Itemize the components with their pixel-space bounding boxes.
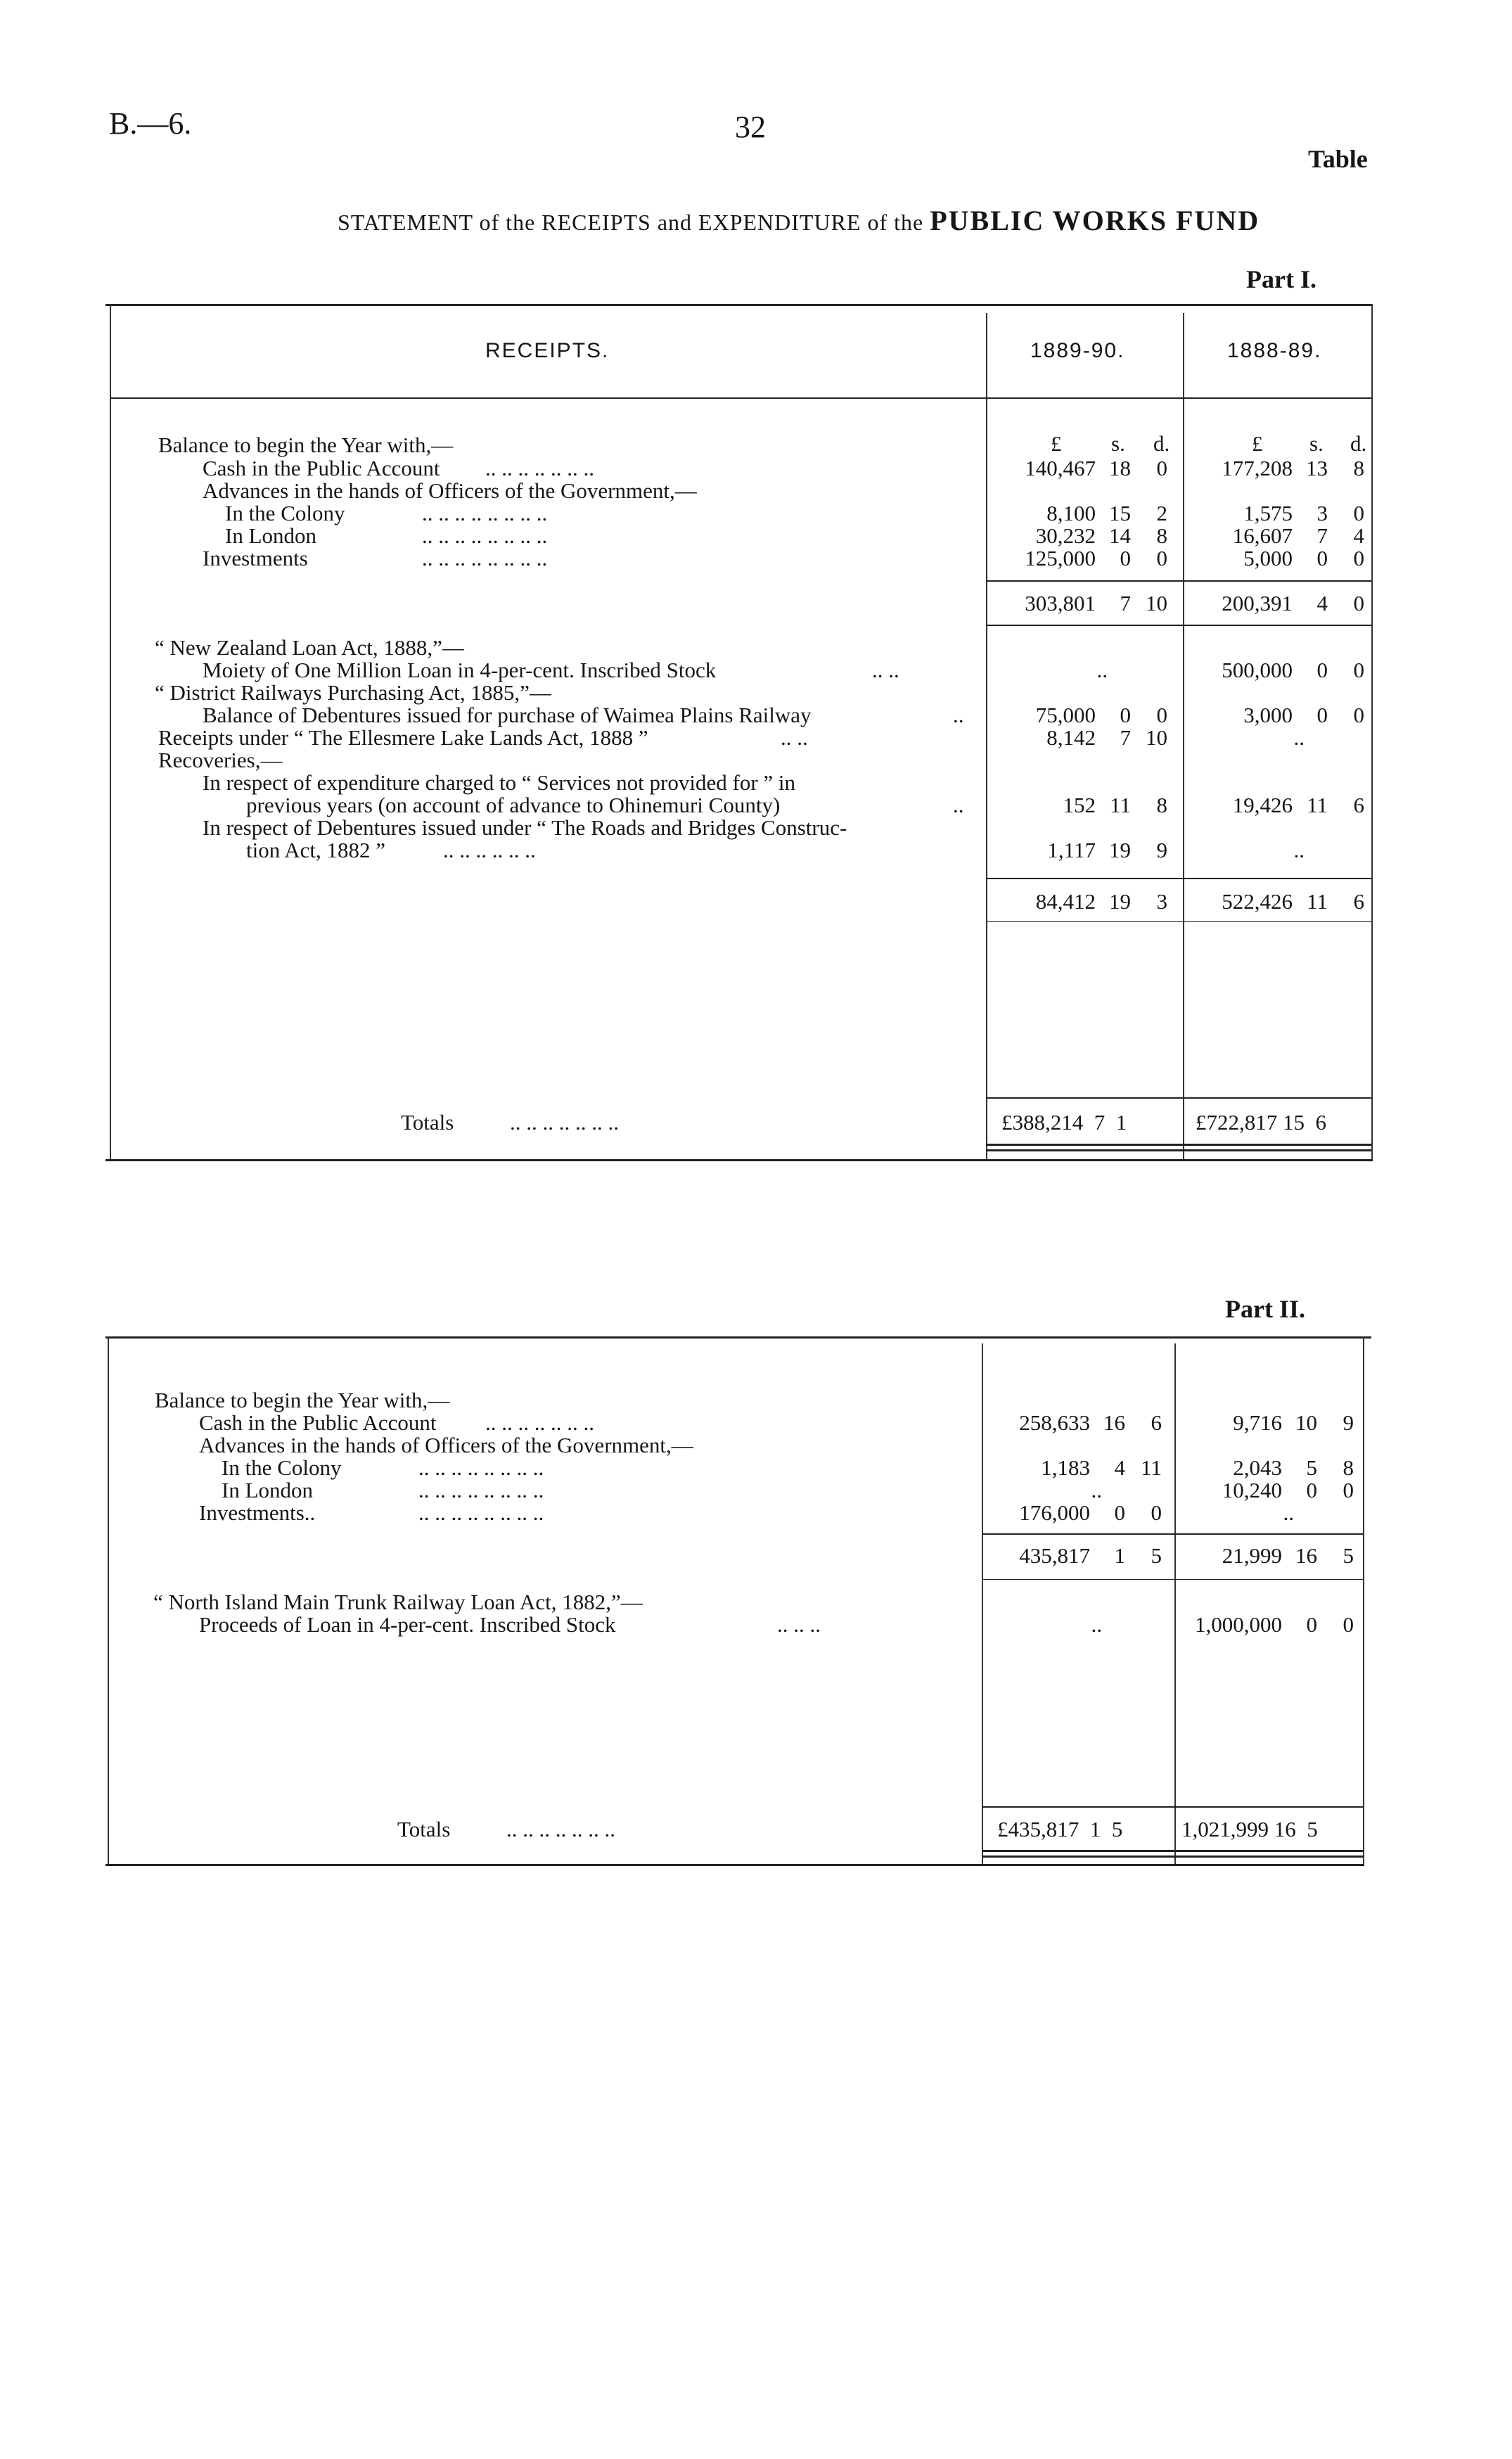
pence-value: 3 — [1156, 889, 1167, 914]
row-label: Investments.. — [199, 1500, 316, 1525]
shillings-value: 1 — [1114, 1543, 1125, 1568]
pence-value: 10 — [1146, 725, 1167, 750]
pence-value: 0 — [1353, 658, 1364, 682]
table-row — [0, 1502, 1512, 1526]
part2-top-rule — [105, 1336, 1371, 1339]
table-row — [0, 592, 1512, 616]
amount-text: .. — [1293, 838, 1305, 862]
pence-value: 0 — [1156, 546, 1167, 570]
pence-value: 2 — [1156, 501, 1167, 525]
pence-value: 0 — [1156, 703, 1167, 727]
shillings-value: 5 — [1306, 1455, 1317, 1480]
pounds-value: 125,000 — [1025, 546, 1096, 570]
table-row — [0, 1614, 1512, 1637]
pence-value: 8 — [1343, 1455, 1354, 1480]
part1-header-rule — [110, 397, 1371, 399]
pounds-value: 522,426 — [1222, 889, 1293, 914]
amount-text: .. — [1096, 658, 1108, 682]
pence-unit: d. — [1153, 431, 1170, 456]
table-row — [0, 704, 1512, 728]
shillings-value: 0 — [1120, 546, 1131, 570]
row-label: In the Colony — [225, 501, 345, 525]
leader-dots: .. .. .. .. .. .. .. — [485, 1410, 594, 1435]
pounds-value: 10,240 — [1222, 1478, 1282, 1502]
row-label: Investments — [203, 546, 308, 570]
shillings-value: 0 — [1316, 703, 1328, 727]
shillings-value: 19 — [1109, 889, 1131, 914]
pence-value: 10 — [1146, 591, 1167, 615]
part2-totals-rule — [982, 1806, 1363, 1808]
year-1888-89-header: 1888-89. — [1227, 339, 1322, 362]
table-row — [0, 817, 1512, 841]
year-1889-90-header: 1889-90. — [1030, 339, 1125, 362]
shillings-value: 13 — [1306, 456, 1328, 480]
amount-text: .. — [1283, 1500, 1294, 1525]
shillings-value: 7 — [1120, 725, 1131, 750]
part1-totals-rule — [986, 1097, 1371, 1099]
table-row — [0, 457, 1512, 481]
row-label: Receipts under “ The Ellesmere Lake Lands Act, 1888 ” — [158, 725, 648, 750]
row-label: Advances in the hands of Officers of the Government,— — [203, 478, 697, 503]
pence-value: 0 — [1353, 546, 1364, 570]
row-label: Proceeds of Loan in 4-per-cent. Inscribed Stock — [199, 1612, 616, 1637]
amount-text: .. — [1293, 725, 1305, 750]
row-label: In the Colony — [222, 1455, 342, 1480]
totals-row — [0, 1111, 1512, 1135]
pounds-value: 8,142 — [1046, 725, 1096, 750]
amount-text: .. — [1091, 1478, 1102, 1502]
shillings-value: 16 — [1103, 1410, 1125, 1435]
pence-value: 0 — [1353, 591, 1364, 615]
shillings-unit: s. — [1309, 431, 1324, 456]
table-row — [0, 749, 1512, 773]
leader-dots: .. .. .. — [777, 1612, 821, 1637]
part1-totals-double-rule-1 — [986, 1144, 1371, 1146]
table-label: Table — [1308, 145, 1368, 173]
shillings-value: 0 — [1316, 546, 1328, 570]
shillings-value: 15 — [1109, 501, 1131, 525]
pence-value: 0 — [1353, 501, 1364, 525]
part2-totals-double-rule-2 — [982, 1856, 1363, 1858]
pounds-value: 1,575 — [1243, 501, 1293, 525]
table-row — [0, 502, 1512, 526]
row-label: Advances in the hands of Officers of the Government,— — [199, 1433, 693, 1457]
pounds-value: 3,000 — [1243, 703, 1293, 727]
title-prefix: STATEMENT of the RECEIPTS and EXPENDITURE of the — [338, 210, 924, 235]
pence-value: 6 — [1353, 793, 1364, 817]
fund-name: PUBLIC WORKS FUND — [930, 205, 1260, 236]
table-row — [0, 1545, 1512, 1569]
pence-value: 0 — [1343, 1612, 1354, 1637]
pounds-value: 303,801 — [1025, 591, 1096, 615]
shillings-value: 14 — [1109, 523, 1131, 548]
pounds-value: 16,607 — [1232, 523, 1293, 548]
leader-dots: .. .. .. .. .. .. .. .. — [418, 1455, 544, 1480]
pounds-value: 19,426 — [1232, 793, 1293, 817]
part2-subtotal-rule — [982, 1533, 1363, 1535]
pence-value: 5 — [1343, 1543, 1354, 1568]
pounds-unit: £ — [1051, 431, 1062, 456]
row-label: Cash in the Public Account — [199, 1410, 437, 1435]
shillings-value: 7 — [1120, 591, 1131, 615]
pence-value: 0 — [1353, 703, 1364, 727]
part1-subtotal1-rule — [986, 580, 1371, 582]
table-row — [0, 480, 1512, 504]
shillings-value: 11 — [1307, 889, 1328, 914]
table-row — [0, 1457, 1512, 1481]
pence-unit: d. — [1350, 431, 1367, 456]
pence-value: 8 — [1156, 793, 1167, 817]
pence-value: 9 — [1156, 838, 1167, 862]
part2-bottom-rule — [105, 1864, 1364, 1866]
totals-label: Totals — [401, 1110, 454, 1135]
total-1889-90: £435,817 1 5 — [997, 1817, 1123, 1841]
pounds-value: 1,000,000 — [1195, 1612, 1282, 1637]
total-1888-89: £722,817 15 6 — [1196, 1110, 1326, 1135]
part1-subtotal2-rule — [986, 878, 1371, 879]
pounds-value: 9,716 — [1233, 1410, 1282, 1435]
pounds-value: 21,999 — [1222, 1543, 1282, 1568]
table-row — [0, 794, 1512, 818]
row-label: “ District Railways Purchasing Act, 1885,”— — [155, 680, 551, 705]
table-row — [0, 659, 1512, 683]
table-row — [0, 431, 1512, 458]
row-label: tion Act, 1882 ” — [246, 838, 386, 862]
part1-totals-double-rule-2 — [986, 1149, 1371, 1151]
shillings-value: 11 — [1307, 793, 1328, 817]
part2-subtotal-underline — [982, 1579, 1363, 1580]
statement-title — [338, 204, 1260, 237]
shillings-value: 16 — [1295, 1543, 1317, 1568]
table-row — [0, 547, 1512, 571]
leader-dots: .. .. .. .. .. .. .. — [510, 1110, 619, 1135]
row-label: previous years (on account of advance to Ohinemuri County) — [246, 793, 781, 817]
row-label: In London — [225, 523, 317, 548]
table-row — [0, 637, 1512, 660]
part1-top-rule — [105, 304, 1371, 306]
pounds-value: 200,391 — [1222, 591, 1293, 615]
pence-value: 8 — [1353, 456, 1364, 480]
row-label: Balance to begin the Year with,— — [158, 433, 454, 457]
pence-value: 0 — [1151, 1500, 1162, 1525]
row-label: Balance of Debentures issued for purchase of Waimea Plains Railway — [203, 703, 812, 727]
receipts-column-header: RECEIPTS. — [485, 339, 610, 362]
part1-subtotal1-underline — [986, 625, 1371, 626]
pounds-value: 176,000 — [1019, 1500, 1090, 1525]
table-row — [0, 890, 1512, 914]
pounds-value: 258,633 — [1019, 1410, 1090, 1435]
shillings-value: 0 — [1306, 1478, 1317, 1502]
shillings-value: 19 — [1109, 838, 1131, 862]
part1-subtotal2-underline — [986, 921, 1371, 922]
page-number: 32 — [735, 110, 766, 144]
shillings-unit: s. — [1111, 431, 1125, 456]
shillings-value: 7 — [1316, 523, 1328, 548]
pounds-value: 500,000 — [1222, 658, 1293, 682]
table-row — [0, 772, 1512, 796]
leader-dots: .. — [953, 703, 964, 727]
shillings-value: 0 — [1114, 1500, 1125, 1525]
shillings-value: 0 — [1120, 703, 1131, 727]
row-label: “ North Island Main Trunk Railway Loan Act, 1882,”— — [153, 1590, 643, 1614]
leader-dots: .. .. .. .. .. .. .. .. — [418, 1478, 544, 1502]
pence-value: 6 — [1151, 1410, 1162, 1435]
table-row — [0, 1434, 1512, 1458]
pounds-value: 1,117 — [1047, 838, 1096, 862]
shillings-value: 4 — [1114, 1455, 1125, 1480]
pounds-value: 177,208 — [1222, 456, 1293, 480]
row-label: Balance to begin the Year with,— — [155, 1388, 450, 1412]
pounds-value: 84,412 — [1035, 889, 1096, 914]
table-row — [0, 1389, 1512, 1413]
table-row — [0, 682, 1512, 705]
row-label: Cash in the Public Account — [203, 456, 440, 480]
part1-bottom-rule — [105, 1159, 1373, 1161]
shillings-value: 11 — [1110, 793, 1131, 817]
pence-value: 8 — [1156, 523, 1167, 548]
row-label: Recoveries,— — [158, 748, 283, 772]
pence-value: 0 — [1343, 1478, 1354, 1502]
leader-dots: .. .. .. .. .. .. .. .. — [422, 523, 548, 548]
leader-dots: .. — [953, 793, 964, 817]
pounds-value: 140,467 — [1025, 456, 1096, 480]
pounds-unit: £ — [1252, 431, 1263, 456]
shillings-value: 0 — [1306, 1612, 1317, 1637]
leader-dots: .. .. .. .. .. .. .. — [506, 1817, 615, 1841]
table-row — [0, 839, 1512, 863]
leader-dots: .. .. — [872, 658, 899, 682]
row-label: Moiety of One Million Loan in 4-per-cent. Inscribed Stock — [203, 658, 717, 682]
row-label: In London — [222, 1478, 314, 1502]
part-one-label: Part I. — [1246, 265, 1316, 293]
pence-value: 9 — [1343, 1410, 1354, 1435]
pounds-value: 2,043 — [1233, 1455, 1282, 1480]
pence-value: 6 — [1353, 889, 1364, 914]
table-row — [0, 1591, 1512, 1615]
row-label: In respect of expenditure charged to “ Services not provided for ” in — [203, 770, 796, 795]
table-row — [0, 1479, 1512, 1503]
shillings-value: 10 — [1295, 1410, 1317, 1435]
amount-text: .. — [1091, 1612, 1102, 1637]
part2-totals-double-rule-1 — [982, 1850, 1363, 1852]
pounds-value: 435,817 — [1019, 1543, 1090, 1568]
shillings-value: 3 — [1316, 501, 1328, 525]
row-label: “ New Zealand Loan Act, 1888,”— — [155, 635, 464, 660]
table-row — [0, 525, 1512, 549]
pounds-value: 75,000 — [1035, 703, 1096, 727]
leader-dots: .. .. — [781, 725, 808, 750]
table-row — [0, 727, 1512, 751]
leader-dots: .. .. .. .. .. .. .. — [485, 456, 594, 480]
leader-dots: .. .. .. .. .. .. .. .. — [422, 546, 548, 570]
shillings-value: 0 — [1316, 658, 1328, 682]
pence-value: 4 — [1353, 523, 1364, 548]
part-two-label: Part II. — [1225, 1295, 1305, 1323]
shillings-value: 4 — [1316, 591, 1328, 615]
table-row — [0, 1412, 1512, 1436]
totals-label: Totals — [397, 1817, 451, 1841]
pounds-value: 30,232 — [1035, 523, 1096, 548]
total-1888-89: 1,021,999 16 5 — [1181, 1817, 1318, 1841]
pounds-value: 5,000 — [1243, 546, 1293, 570]
pounds-value: 152 — [1063, 793, 1096, 817]
total-1889-90: £388,214 7 1 — [1001, 1110, 1127, 1135]
pence-value: 0 — [1156, 456, 1167, 480]
leader-dots: .. .. .. .. .. .. .. .. — [422, 501, 548, 525]
totals-row — [0, 1818, 1512, 1842]
pence-value: 5 — [1151, 1543, 1162, 1568]
row-label: In respect of Debentures issued under “ The Roads and Bridges Construc- — [203, 815, 847, 840]
document-reference: B.—6. — [109, 106, 192, 141]
leader-dots: .. .. .. .. .. .. .. .. — [418, 1500, 544, 1525]
pounds-value: 1,183 — [1041, 1455, 1090, 1480]
pence-value: 11 — [1141, 1455, 1162, 1480]
pounds-value: 8,100 — [1046, 501, 1096, 525]
leader-dots: .. .. .. .. .. .. — [443, 838, 536, 862]
shillings-value: 18 — [1109, 456, 1131, 480]
